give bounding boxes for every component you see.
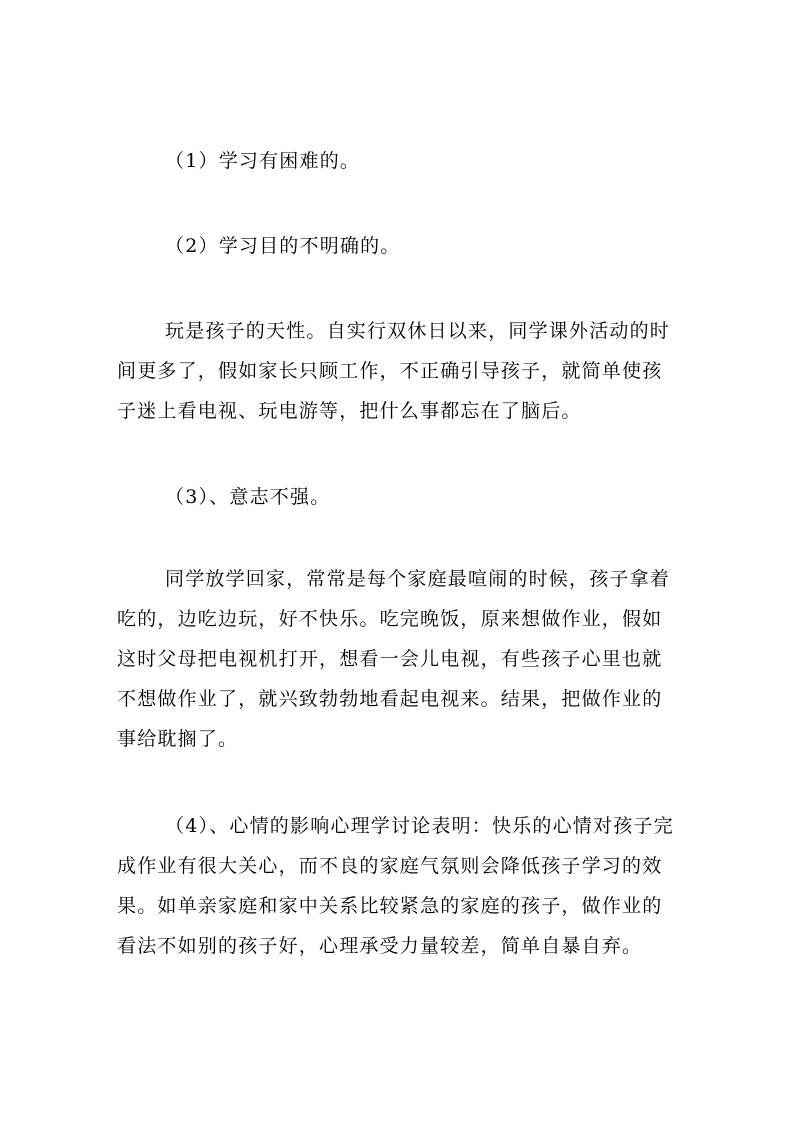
paragraph-item-4: （4）、心情的影响心理学讨论表明：快乐的心情对孩子完成作业有很大关心，而不良的家庭气氛则会降低孩子学习的效果。如单亲家庭和家中关系比较紧急的家庭的孩子，做作业的看法不如别的孩子好，心理承受力量较差，简单自暴自弃。	[117, 815, 674, 957]
paragraph-after-school: 同学放学回家，常常是每个家庭最喧闹的时候，孩子拿着吃的，边吃边玩，好不快乐。吃完晚饭，原来想做作业，假如这时父母把电视机打开，想看一会儿电视，有些孩子心里也就不想做作业了，就兴致勃勃地看起电视来。结果，把做作业的事给耽搁了。	[117, 568, 671, 750]
paragraph-play-nature: 玩是孩子的天性。自实行双休日以来，同学课外活动的时间更多了，假如家长只顾工作，不正确引导孩子，就简单使孩子迷上看电视、玩电游等，把什么事都忘在了脑后。	[117, 320, 671, 422]
paragraph-item-2: （2）学习目的不明确的。	[165, 235, 401, 257]
paragraph-item-1: （1）学习有困难的。	[165, 150, 361, 172]
paragraph-item-3: （3）、意志不强。	[165, 486, 331, 508]
